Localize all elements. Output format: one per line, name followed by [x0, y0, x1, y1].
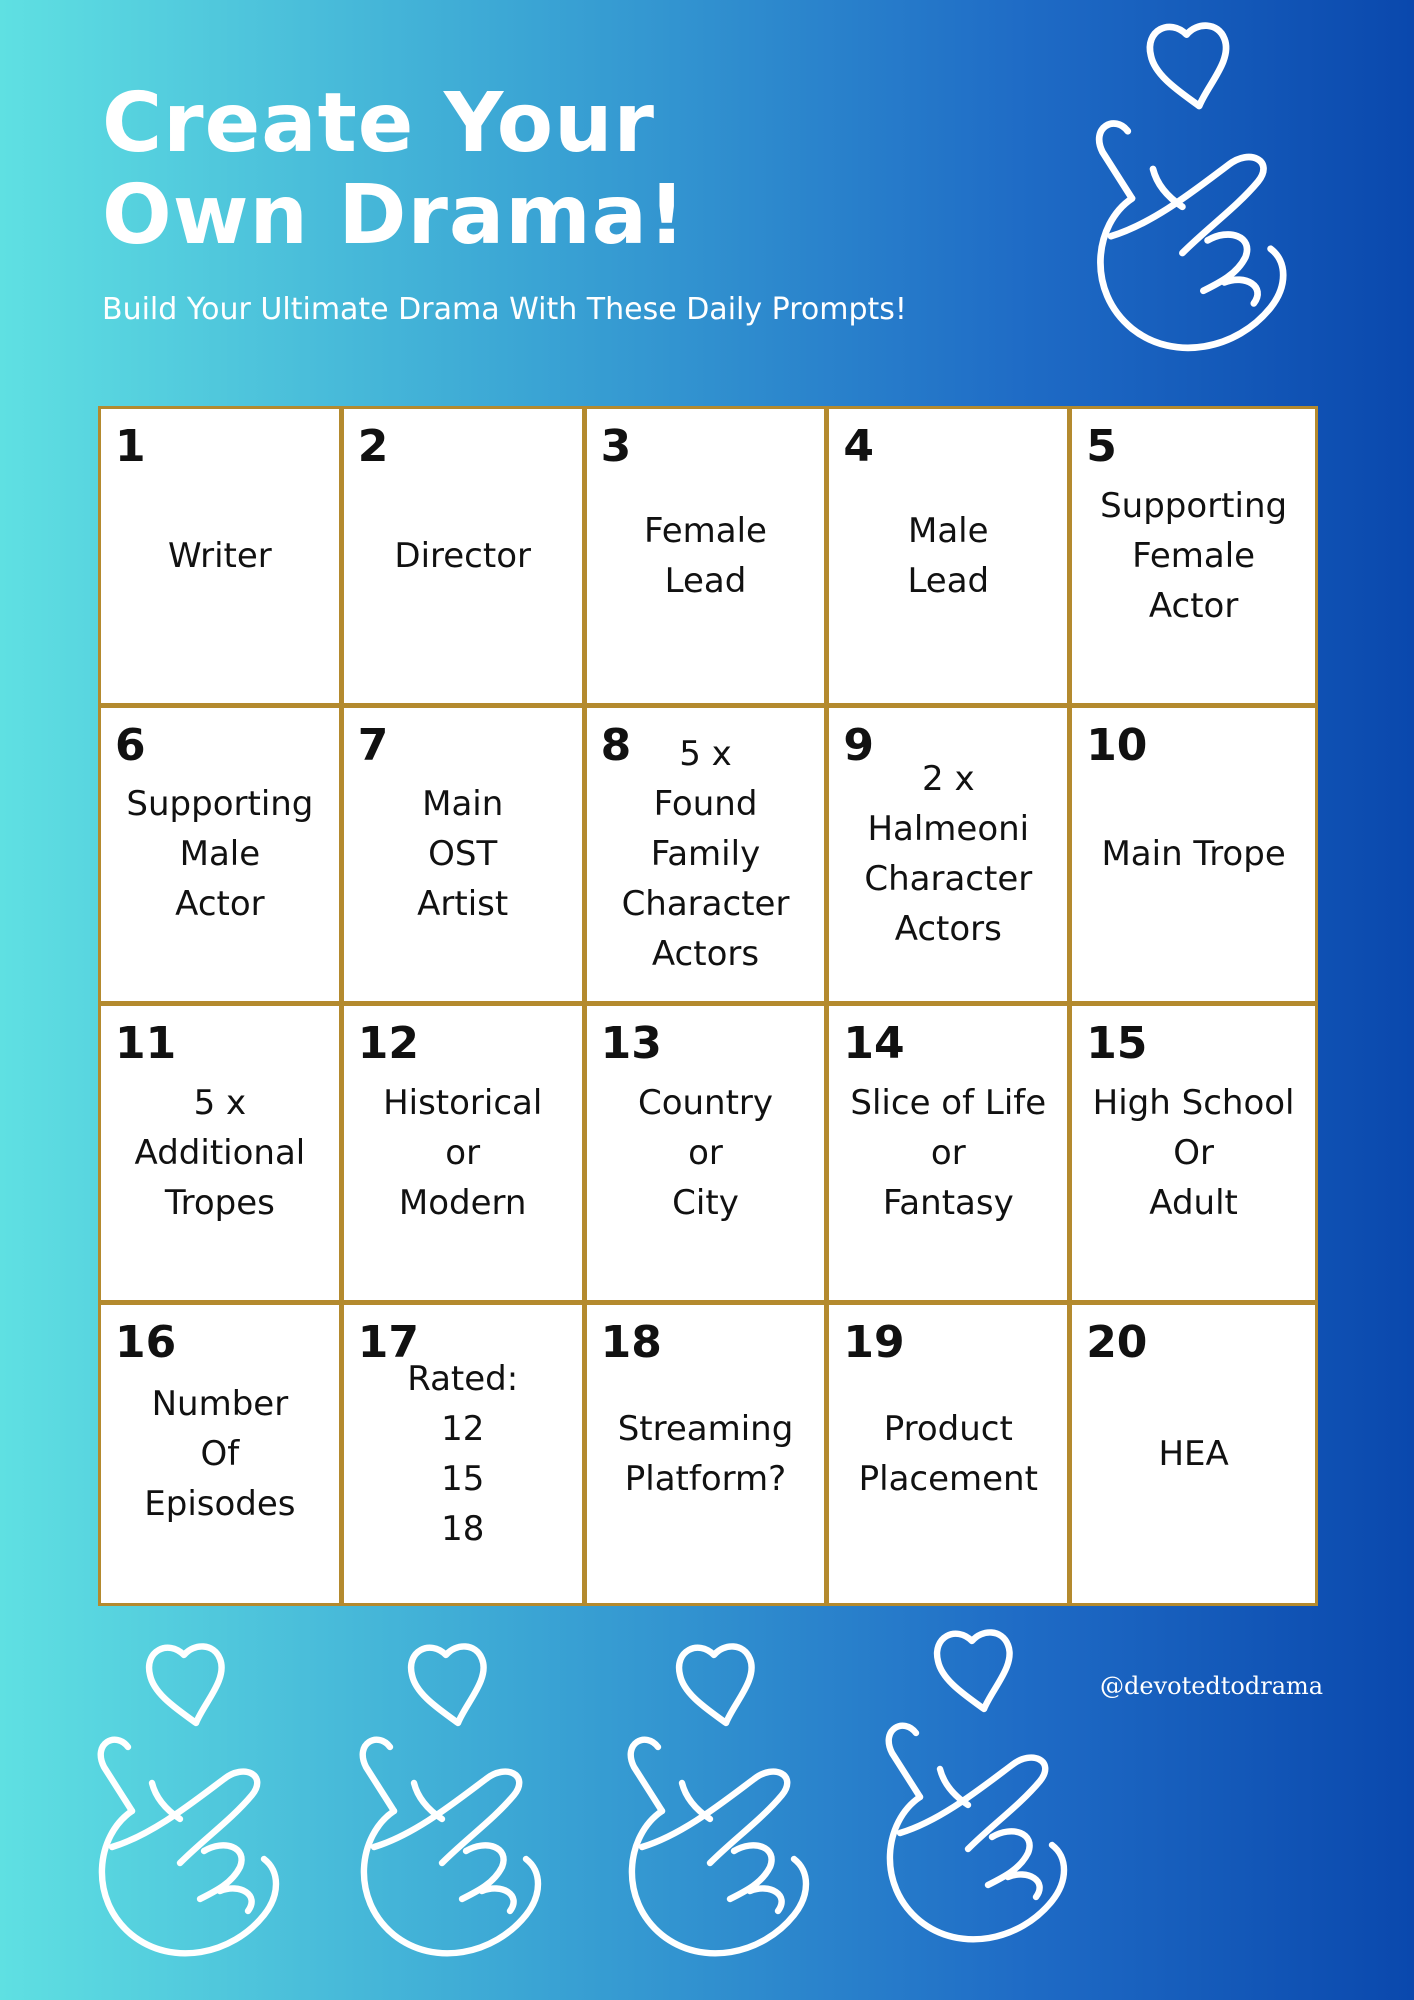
prompt-line: or — [445, 1132, 481, 1173]
prompt-cell — [344, 708, 587, 1007]
prompt-line: High School — [1092, 1082, 1295, 1123]
prompt-line: Actors — [651, 934, 760, 975]
prompt-line: Actor — [175, 884, 265, 925]
prompt-line: or — [930, 1132, 966, 1173]
prompt-label — [350, 1078, 576, 1228]
prompt-label — [107, 531, 333, 581]
prompt-line: Writer — [168, 535, 272, 576]
prompt-label — [835, 1404, 1061, 1504]
prompt-label — [107, 1078, 333, 1228]
prompt-line: Fantasy — [882, 1182, 1014, 1223]
prompt-label — [107, 779, 333, 929]
prompt-cell — [1072, 1305, 1315, 1604]
prompt-line: Lead — [907, 560, 990, 601]
finger-heart-icon — [92, 1640, 292, 1966]
prompt-line: Male — [179, 834, 261, 875]
prompt-line: Family — [650, 834, 761, 875]
prompt-line: Character — [621, 884, 790, 925]
prompt-number: 5 — [1086, 421, 1117, 472]
prompt-line: 12 — [441, 1408, 485, 1449]
prompt-line: Additional — [134, 1132, 306, 1173]
prompt-line: Adult — [1149, 1182, 1238, 1223]
prompt-line: 5 x — [679, 734, 732, 775]
prompt-line: Or — [1173, 1132, 1214, 1173]
prompt-line: Country — [637, 1082, 774, 1123]
prompt-cell — [101, 409, 344, 708]
prompt-line: Actors — [894, 909, 1002, 950]
prompt-line: Tropes — [164, 1182, 275, 1223]
prompt-label — [593, 1404, 819, 1504]
prompt-cell — [101, 1305, 344, 1604]
prompt-cell — [1072, 409, 1315, 708]
prompt-line: Female — [1132, 535, 1256, 576]
prompt-label — [835, 1078, 1061, 1228]
prompt-line: Main Trope — [1101, 834, 1286, 875]
prompt-number: 20 — [1086, 1316, 1148, 1368]
prompt-line: Supporting — [1100, 485, 1288, 526]
prompt-number: 1 — [115, 421, 146, 472]
title-line-1: Create Your — [102, 76, 655, 171]
prompt-line: Director — [394, 535, 531, 576]
prompt-line: Historical — [383, 1082, 543, 1123]
prompt-line: Lead — [664, 560, 747, 601]
prompt-label — [593, 1078, 819, 1228]
prompt-number: 18 — [600, 1316, 662, 1368]
prompt-line: Halmeoni — [867, 809, 1030, 850]
prompt-label — [1078, 481, 1309, 631]
prompt-line: Rated: — [407, 1358, 519, 1399]
prompt-line: Episodes — [144, 1483, 296, 1524]
prompt-cell — [1072, 708, 1315, 1007]
prompt-cell — [587, 409, 830, 708]
prompt-cell — [829, 409, 1072, 708]
prompt-cell — [101, 1006, 344, 1305]
prompt-label — [835, 506, 1061, 606]
finger-heart-icon — [622, 1640, 822, 1966]
prompt-cell — [829, 708, 1072, 1007]
prompt-label — [350, 779, 576, 929]
prompt-label — [107, 1379, 333, 1529]
prompt-number: 19 — [843, 1316, 905, 1368]
prompt-line: Male — [908, 510, 989, 551]
prompt-label — [350, 1354, 576, 1554]
prompt-cell — [344, 409, 587, 708]
prompt-number: 14 — [843, 1018, 905, 1069]
prompt-line: Modern — [398, 1182, 527, 1223]
prompt-number: 4 — [843, 421, 875, 472]
prompt-line: Platform? — [624, 1458, 787, 1499]
prompt-label — [593, 506, 819, 606]
prompt-cell — [1072, 1006, 1315, 1305]
prompt-line: City — [672, 1182, 739, 1223]
prompt-line: Streaming — [617, 1408, 794, 1449]
prompt-number: 12 — [357, 1018, 420, 1069]
prompt-line: OST — [428, 834, 498, 875]
prompt-number: 15 — [1086, 1018, 1148, 1069]
prompt-grid — [98, 406, 1318, 1606]
prompt-number: 7 — [357, 719, 389, 771]
finger-heart-icon — [1090, 20, 1300, 360]
prompt-number: 13 — [600, 1018, 662, 1069]
prompt-label — [1078, 1429, 1309, 1479]
prompt-line: 15 — [441, 1458, 485, 1499]
finger-heart-icon — [354, 1640, 554, 1966]
prompt-line: Product — [883, 1408, 1013, 1449]
prompt-number: 10 — [1086, 719, 1148, 771]
prompt-line: Artist — [417, 884, 509, 925]
prompt-label — [593, 729, 819, 979]
prompt-line: Female — [644, 510, 767, 551]
prompt-line: 2 x — [922, 759, 975, 800]
prompt-line: Number — [151, 1383, 289, 1424]
prompt-number: 2 — [357, 421, 389, 472]
prompt-line: Found — [653, 784, 758, 825]
prompt-line: Supporting — [126, 784, 314, 825]
prompt-line: Slice of Life — [850, 1082, 1047, 1123]
prompt-cell — [587, 1006, 830, 1305]
prompt-number: 16 — [115, 1316, 177, 1368]
prompt-label — [1078, 829, 1309, 879]
page-title — [102, 78, 686, 262]
title-line-2: Own Drama! — [102, 168, 687, 263]
prompt-cell — [101, 708, 344, 1007]
prompt-label — [835, 754, 1061, 954]
prompt-line: Of — [200, 1433, 240, 1474]
prompt-line: Main — [422, 784, 504, 825]
prompt-cell — [829, 1305, 1072, 1604]
prompt-number: 11 — [115, 1018, 177, 1069]
prompt-line: or — [688, 1132, 723, 1173]
social-handle: @devotedtodrama — [1100, 1672, 1324, 1700]
prompt-number: 9 — [843, 719, 875, 771]
prompt-line: Placement — [858, 1458, 1038, 1499]
prompt-cell — [344, 1305, 587, 1604]
prompt-cell — [587, 1305, 830, 1604]
prompt-line: 5 x — [193, 1082, 247, 1123]
finger-heart-icon — [880, 1626, 1080, 1952]
prompt-line: Character — [864, 859, 1033, 900]
prompt-number: 17 — [357, 1316, 420, 1368]
prompt-line: 18 — [441, 1508, 485, 1549]
prompt-label — [1078, 1078, 1309, 1228]
prompt-line: HEA — [1158, 1433, 1229, 1474]
prompt-line: Actor — [1148, 585, 1239, 626]
prompt-number: 8 — [600, 719, 632, 771]
page-subtitle: Build Your Ultimate Drama With These Daily Prompts! — [102, 292, 907, 327]
prompt-cell — [829, 1006, 1072, 1305]
prompt-cell — [587, 708, 830, 1007]
prompt-number: 6 — [115, 719, 146, 771]
prompt-label — [350, 531, 576, 581]
prompt-cell — [344, 1006, 587, 1305]
prompt-number: 3 — [600, 421, 632, 472]
